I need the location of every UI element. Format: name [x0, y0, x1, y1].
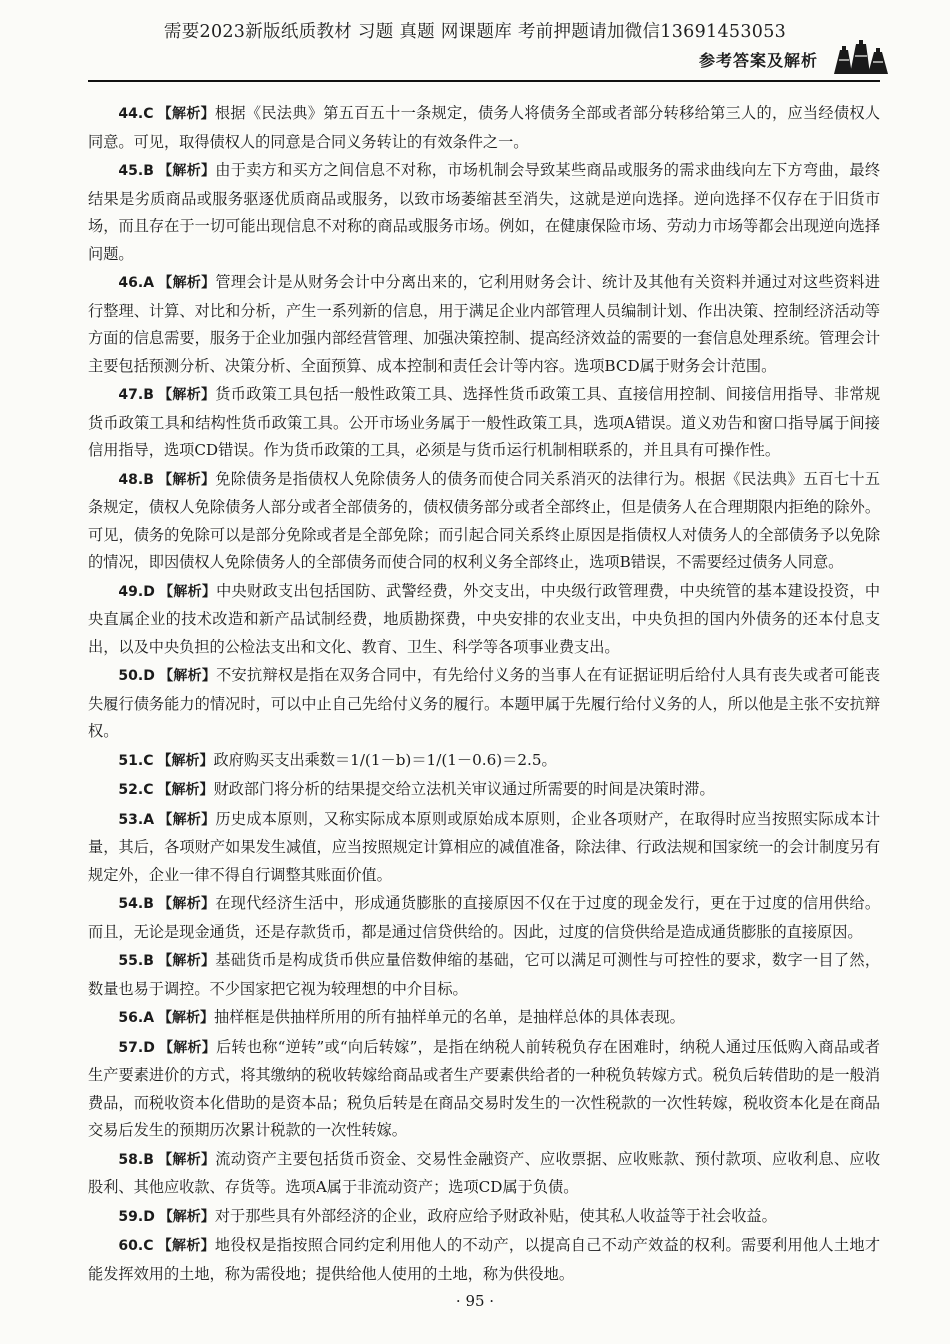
- answer-entry-48: 48.B 【解析】免除债务是指债权人免除债务人的债务而使合同关系消灭的法律行为。根据《民法典》五百七十五条规定，债权人免除债务人部分或者全部债务的，债权债务部分或者全部终止，但是债务人在合理期限内拒绝的除外。可见，债务的免除可以是部分免除或者是全部免除；而引起合同关系终止原因是指债权人对债务人的全部债务予以免除的情况，即因债权人免除债务人的全部债务而使合同的权利义务全部终止，选项B错误，不需要经过债务人同意。: [88, 469, 881, 571]
- answer-entry-54: 54.B 【解析】在现代经济生活中，形成通货膨胀的直接原因不仅在于过度的现金发行，更在于过度的信用供给。而且，无论是现金通货，还是存款货币，都是通过信贷供给的。因此，过度的信贷供给是造成通货膨胀的直接原因。: [88, 894, 881, 941]
- book-stack-logo-icon: [830, 40, 892, 76]
- page-number: · 95 ·: [455, 1292, 495, 1310]
- answer-entry-58: 58.B 【解析】流动资产主要包括货币资金、交易性金融资产、应收票据、应收账款、预付款项、应收利息、应收股利、其他应收款、存货等。选项A属于非流动资产；选项CD属于负债。: [88, 1149, 881, 1196]
- answer-entry-60: 60.C 【解析】地役权是指按照合同约定利用他人的不动产，以提高自己不动产效益的权利。需要利用他人土地才能发挥效用的土地，称为需役地；提供给他人使用的土地，称为供役地。: [88, 1236, 881, 1283]
- section-title: 参考答案及解析: [698, 51, 818, 70]
- answer-entry-49: 49.D 【解析】中央财政支出包括国防、武警经费，外交支出，中央级行政管理费，中央统管的基本建设投资，中央直属企业的技术改造和新产品试制经费，地质勘探费，中央安排的农业支出，中央负担的国内外债务的还本付息支出，以及中央负担的公检法支出和文化、教育、卫生、科学等各项事业费支出。: [88, 581, 881, 656]
- answer-entry-56: 56.A 【解析】抽样框是供抽样所用的所有抽样单元的名单，是抽样总体的具体表现。: [118, 1008, 685, 1026]
- answer-entry-59: 59.D 【解析】对于那些具有外部经济的企业，政府应给予财政补贴，使其私人收益等于社会收益。: [118, 1206, 777, 1225]
- answer-entry-47: 47.B 【解析】货币政策工具包括一般性政策工具、选择性货币政策工具、直接信用控制、间接信用指导、非常规货币政策工具和结构性货币政策工具。公开市场业务属于一般性政策工具，选项A错误。道义劝告和窗口指导属于间接信用指导，选项CD错误。作为货币政策的工具，必须是与货币运行机制相联系的，并且具有可操作性。: [88, 385, 881, 459]
- answer-entry-46: 46.A 【解析】管理会计是从财务会计中分离出来的，它利用财务会计、统计及其他有关资料并通过对这些资料进行整理、计算、对比和分析，产生一系列新的信息，用于满足企业内部管理人员编制计划、作出决策、控制经济活动等方面的信息需要，服务于企业加强内部经营管理、加强决策控制、提高经济效益的需要的一套信息处理系统。管理会计主要包括预测分析、决策分析、全面预算、成本控制和责任会计等内容。选项BCD属于财务会计范围。: [88, 273, 881, 375]
- answer-entry-55: 55.B 【解析】基础货币是构成货币供应量倍数伸缩的基础，它可以满足可测性与可控性的要求，数字一目了然，数量也易于调控。不少国家把它视为较理想的中介目标。: [88, 951, 881, 998]
- answer-list: [88, 100, 880, 1289]
- answer-entry-45: 45.B 【解析】由于卖方和买方之间信息不对称，市场机制会导致某些商品或服务的需求曲线向左下方弯曲，最终结果是劣质商品或服务驱逐优质商品或服务，以致市场萎缩甚至消失，这就是逆向选择。逆向选择不仅存在于旧货市场，而且存在于一切可能出现信息不对称的商品或服务市场。例如，在健康保险市场、劳动力市场等都会出现逆向选择问题。: [88, 161, 881, 263]
- header-watermark: 需要2023新版纸质教材 习题 真题 网课题库 考前押题请加微信13691453053: [163, 22, 787, 42]
- answer-entry-53: 53.A 【解析】历史成本原则，又称实际成本原则或原始成本原则，企业各项财产，在取得时应当按照实际成本计量，其后，各项财产如果发生减值，应当按照规定计算相应的减值准备，除法律、行政法规和国家统一的会计制度另有规定外，企业一律不得自行调整其账面价值。: [88, 809, 881, 884]
- answer-entry-52: 52.C 【解析】财政部门将分析的结果提交给立法机关审议通过所需要的时间是决策时滞。: [118, 780, 715, 798]
- header-rule: [88, 80, 880, 82]
- answer-entry-50: 50.D 【解析】不安抗辩权是指在双务合同中，有先给付义务的当事人在有证据证明后给付人具有丧失或者可能丧失履行债务能力的情况时，可以中止自己先给付义务的履行。本题甲属于先履行给付义务的人，所以他是主张不安抗辩权。: [88, 666, 881, 740]
- answer-entry-57: 57.D 【解析】后转也称“逆转”或“向后转嫁”，是指在纳税人前转税负存在困难时，纳税人通过压低购入商品或者生产要素进价的方式，将其缴纳的税收转嫁给商品或者生产要素供给者的一种税负转嫁方式。税负后转借助的是一般消费品，而税收资本化借助的是资本品；税负后转是在商品交易时发生的一次性税款的一次性转嫁，税收资本化是在商品交易后发生的预期历次累计税款的一次性转嫁。: [88, 1037, 880, 1139]
- answer-entry-51: 51.C 【解析】政府购买支出乘数＝1/(1－b)＝1/(1－0.6)＝2.5。: [118, 750, 557, 769]
- answer-entry-44: 44.C 【解析】根据《民法典》第五百五十一条规定，债务人将债务全部或者部分转移给第三人的，应当经债权人同意。可见，取得债权人的同意是合同义务转让的有效条件之一。: [88, 104, 881, 151]
